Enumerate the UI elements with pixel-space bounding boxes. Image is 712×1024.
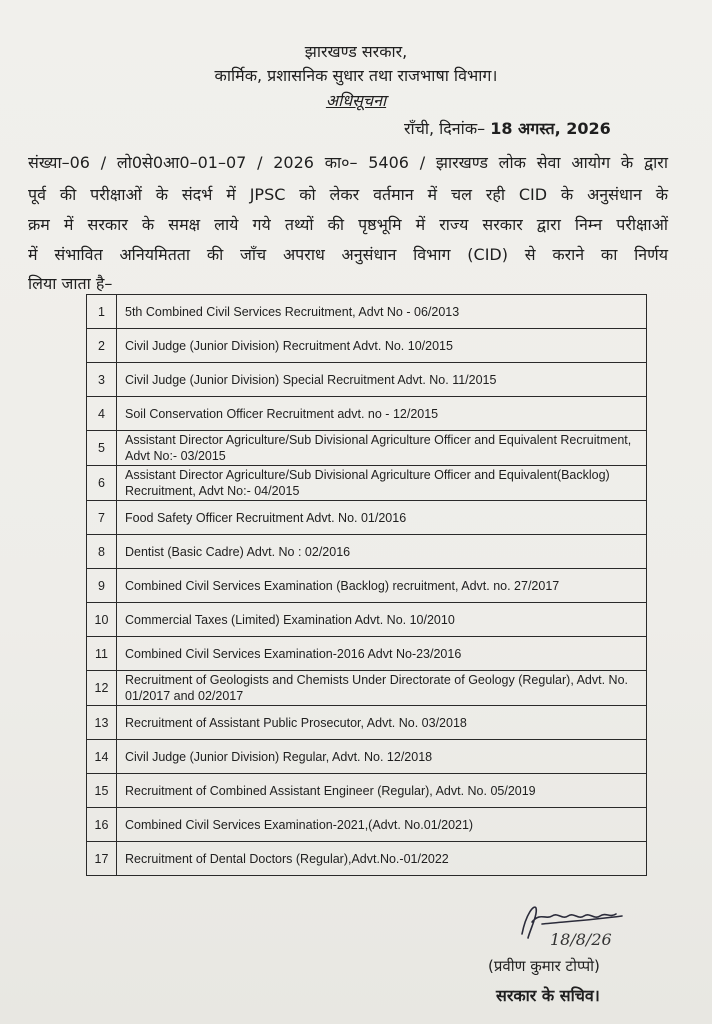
table-row — [87, 329, 647, 363]
table-row — [87, 295, 647, 329]
row-text: Combined Civil Services Examination (Backlog) recruitment, Advt. no. 27/2017 — [117, 569, 647, 603]
table-row — [87, 466, 647, 501]
table-row — [87, 808, 647, 842]
row-text: Dentist (Basic Cadre) Advt. No : 02/2016 — [117, 535, 647, 569]
table-row — [87, 431, 647, 466]
row-text: 5th Combined Civil Services Recruitment, Advt No - 06/2013 — [117, 295, 647, 329]
row-text: Civil Judge (Junior Division) Recruitment Advt. No. 10/2015 — [117, 329, 647, 363]
table-row — [87, 501, 647, 535]
notification-title: अधिसूचना — [325, 91, 387, 110]
table-row — [87, 569, 647, 603]
table-row — [87, 363, 647, 397]
row-number: 17 — [87, 842, 117, 876]
row-text: Civil Judge (Junior Division) Regular, Advt. No. 12/2018 — [117, 740, 647, 774]
row-text: Food Safety Officer Recruitment Advt. No. 01/2016 — [117, 501, 647, 535]
row-number: 1 — [87, 295, 117, 329]
row-number: 14 — [87, 740, 117, 774]
row-text: Recruitment of Geologists and Chemists Under Directorate of Geology (Regular), Advt. No. 01/2017 and 02/2017 — [117, 671, 647, 706]
table-row — [87, 774, 647, 808]
government-name: झारखण्ड सरकार, — [304, 42, 408, 61]
row-text: Soil Conservation Officer Recruitment advt. no - 12/2015 — [117, 397, 647, 431]
row-text: Commercial Taxes (Limited) Examination Advt. No. 10/2010 — [117, 603, 647, 637]
table-row — [87, 842, 647, 876]
row-number: 10 — [87, 603, 117, 637]
table-row — [87, 637, 647, 671]
table-row — [87, 603, 647, 637]
row-number: 7 — [87, 501, 117, 535]
date-place: राँची, दिनांक– — [404, 119, 486, 138]
row-text: Assistant Director Agriculture/Sub Divisional Agriculture Officer and Equivalent(Backlog) Recruitment, Advt No:- 04/2015 — [117, 466, 647, 501]
row-number: 12 — [87, 671, 117, 706]
table-row — [87, 706, 647, 740]
row-number: 16 — [87, 808, 117, 842]
row-number: 2 — [87, 329, 117, 363]
table-row — [87, 740, 647, 774]
body-line-3: क्रम में सरकार के समक्ष लाये गये तथ्यों की पृष्ठभूमि में राज्य सरकार द्वारा निम्न परीक्षाओं — [28, 215, 668, 234]
date-line — [404, 117, 611, 139]
row-number: 4 — [87, 397, 117, 431]
row-text: Civil Judge (Junior Division) Special Recruitment Advt. No. 11/2015 — [117, 363, 647, 397]
body-line-4: में संभावित अनियमितता की जाँच अपराध अनुसंधान विभाग (CID) से कराने का निर्णय — [28, 245, 668, 264]
row-number: 11 — [87, 637, 117, 671]
row-number: 5 — [87, 431, 117, 466]
table-row — [87, 671, 647, 706]
signatory-designation: सरकार के सचिव। — [496, 986, 600, 1005]
row-number: 15 — [87, 774, 117, 808]
signatory-name: (प्रवीण कुमार टोप्पो) — [488, 957, 600, 975]
row-text: Combined Civil Services Examination-2021,(Advt. No.01/2021) — [117, 808, 647, 842]
date-value: 18 अगस्त, 2026 — [490, 119, 611, 138]
row-number: 6 — [87, 466, 117, 501]
row-number: 13 — [87, 706, 117, 740]
signature-date: 18/8/26 — [550, 930, 612, 949]
row-text: Recruitment of Assistant Public Prosecutor, Advt. No. 03/2018 — [117, 706, 647, 740]
row-number: 3 — [87, 363, 117, 397]
row-number: 9 — [87, 569, 117, 603]
row-text: Combined Civil Services Examination-2016 Advt No-23/2016 — [117, 637, 647, 671]
department-name: कार्मिक, प्रशासनिक सुधार तथा राजभाषा विभाग। — [214, 66, 498, 85]
body-line-2: पूर्व की परीक्षाओं के संदर्भ में JPSC को लेकर वर्तमान में चल रही CID के अनुसंधान के — [28, 185, 668, 204]
row-text: Assistant Director Agriculture/Sub Divisional Agriculture Officer and Equivalent Recruitment, Advt No:- 03/2015 — [117, 431, 647, 466]
table-row — [87, 535, 647, 569]
row-text: Recruitment of Dental Doctors (Regular),Advt.No.-01/2022 — [117, 842, 647, 876]
row-text: Recruitment of Combined Assistant Engineer (Regular), Advt. No. 05/2019 — [117, 774, 647, 808]
body-line-1: संख्या–06 / लो0से0आ0–01–07 / 2026 का०– 5406 / झारखण्ड लोक सेवा आयोग के द्वारा — [28, 153, 668, 172]
row-number: 8 — [87, 535, 117, 569]
table-row — [87, 397, 647, 431]
body-line-5: लिया जाता है– — [28, 274, 113, 293]
advertisement-table — [86, 294, 647, 876]
